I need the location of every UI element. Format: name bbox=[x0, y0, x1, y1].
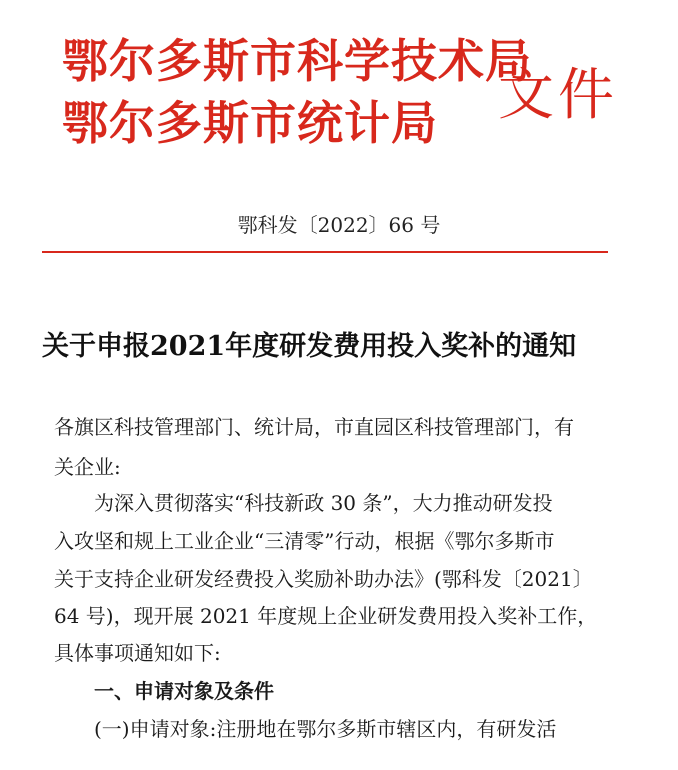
body-line-9: (一)申请对象:注册地在鄂尔多斯市辖区内，有研发活 bbox=[94, 717, 557, 741]
document-number: 鄂科发〔2022〕66 号 bbox=[237, 213, 441, 237]
section-heading-1: 一、申请对象及条件 bbox=[94, 679, 274, 703]
document-suffix: 文件 bbox=[498, 63, 618, 128]
issuer-line-2: 鄂尔多斯市统计局 bbox=[62, 96, 438, 150]
body-line-7: 具体事项通知如下: bbox=[54, 641, 221, 665]
body-line-6: 64 号)，现开展 2021 年度规上企业研发费用投入奖补工作， bbox=[54, 604, 598, 628]
body-line-5: 关于支持企业研发经费投入奖励补助办法》(鄂科发〔2021〕 bbox=[54, 567, 593, 591]
body-line-2: 关企业: bbox=[54, 455, 121, 479]
body-line-4: 入攻坚和规上工业企业“三清零”行动，根据《鄂尔多斯市 bbox=[54, 529, 555, 553]
notice-title: 关于申报2021年度研发费用投入奖补的通知 bbox=[42, 331, 577, 362]
body-line-1: 各旗区科技管理部门、统计局，市直园区科技管理部门，有 bbox=[54, 415, 574, 439]
body-line-3: 为深入贯彻落实“科技新政 30 条”，大力推动研发投 bbox=[94, 491, 553, 515]
red-divider-line bbox=[42, 251, 608, 253]
issuer-line-1: 鄂尔多斯市科学技术局 bbox=[62, 34, 532, 88]
